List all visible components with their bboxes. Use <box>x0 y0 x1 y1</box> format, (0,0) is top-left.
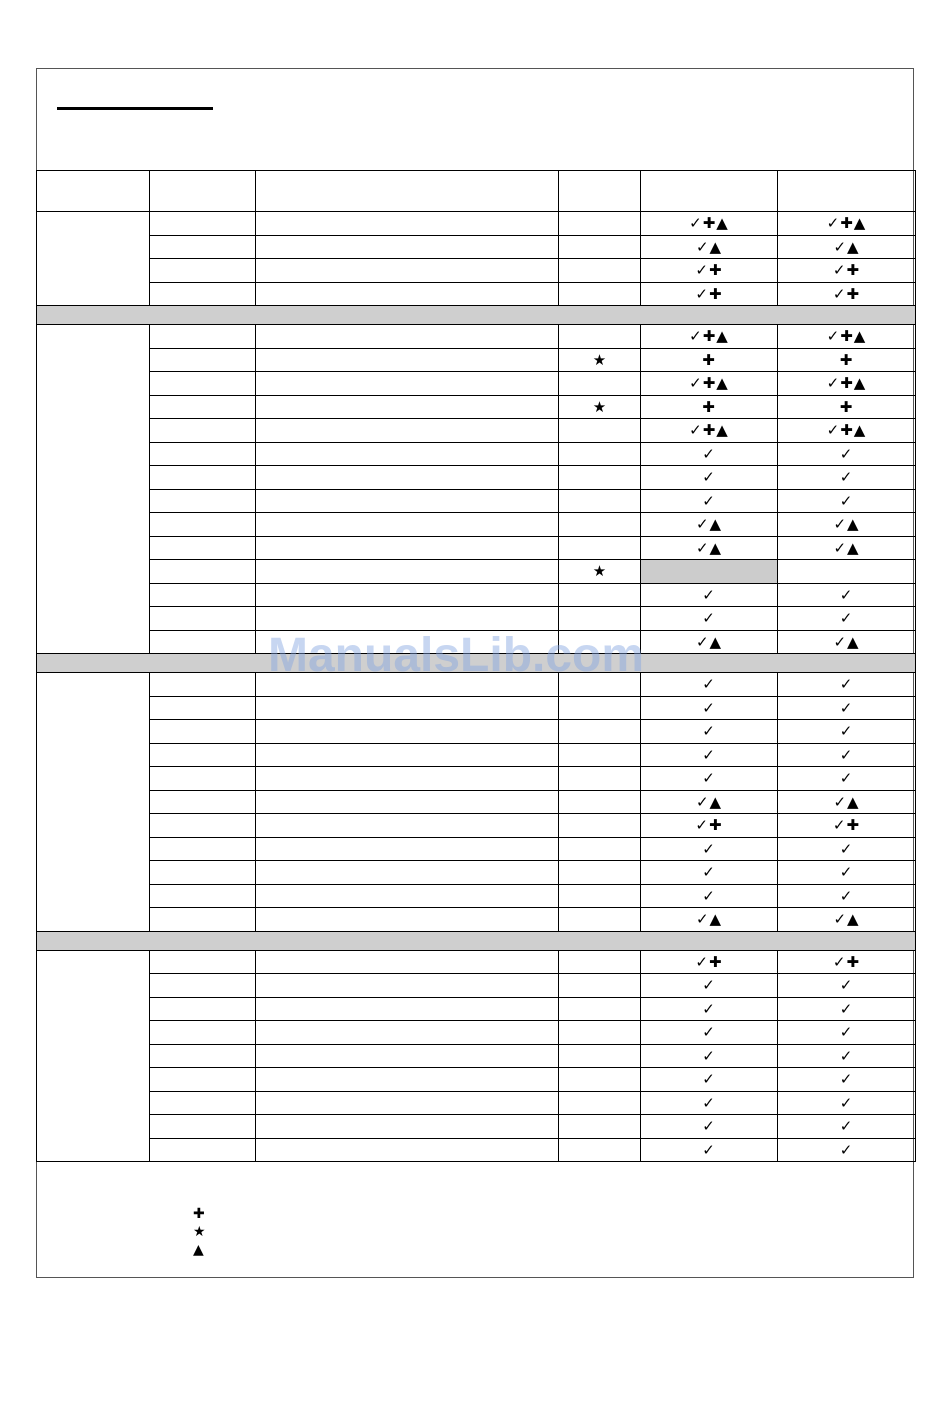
model-a-cell: ✓ <box>641 837 778 861</box>
model-b-cell: ✓ <box>778 1138 916 1162</box>
description-cell <box>256 696 559 720</box>
description-cell <box>256 673 559 697</box>
model-a-cell: ✓ <box>641 1091 778 1115</box>
header-cell <box>150 171 256 212</box>
section-separator <box>37 931 916 950</box>
item-cell <box>150 560 256 584</box>
table-row <box>37 212 916 236</box>
table-row <box>37 348 916 372</box>
model-b-cell: ✓▲ <box>778 513 916 537</box>
table-row <box>37 536 916 560</box>
item-cell <box>150 696 256 720</box>
star-cell <box>559 419 641 443</box>
star-cell <box>559 720 641 744</box>
item-cell <box>150 513 256 537</box>
table-row <box>37 259 916 283</box>
table-row <box>37 282 916 306</box>
model-a-cell: ✓ <box>641 743 778 767</box>
model-a-cell: ✓ <box>641 884 778 908</box>
item-cell <box>150 1138 256 1162</box>
star-cell <box>559 743 641 767</box>
star-cell <box>559 1138 641 1162</box>
item-cell <box>150 1091 256 1115</box>
model-a-cell: ✓ <box>641 607 778 631</box>
section-separator <box>37 306 916 325</box>
section-separator <box>37 654 916 673</box>
table-row <box>37 908 916 932</box>
description-cell <box>256 442 559 466</box>
description-cell <box>256 1021 559 1045</box>
table-row <box>37 1115 916 1139</box>
model-b-cell: ✓ <box>778 673 916 697</box>
table-row <box>37 1091 916 1115</box>
description-cell <box>256 974 559 998</box>
table-row <box>37 583 916 607</box>
item-cell <box>150 974 256 998</box>
table-row <box>37 1021 916 1045</box>
item-cell <box>150 442 256 466</box>
table-row <box>37 513 916 537</box>
star-cell <box>559 1068 641 1092</box>
model-b-cell: ✓ <box>778 1044 916 1068</box>
model-a-cell: ✚ <box>641 348 778 372</box>
model-b-cell: ✓▲ <box>778 536 916 560</box>
model-a-cell: ✓✚▲ <box>641 372 778 396</box>
table-row <box>37 466 916 490</box>
item-cell <box>150 673 256 697</box>
table-row <box>37 997 916 1021</box>
star-cell: ★ <box>559 560 641 584</box>
model-a-cell: ✓▲ <box>641 630 778 654</box>
item-cell <box>150 997 256 1021</box>
star-cell <box>559 1044 641 1068</box>
table-row <box>37 325 916 349</box>
table-row <box>37 884 916 908</box>
item-cell <box>150 1044 256 1068</box>
model-b-cell: ✓ <box>778 1115 916 1139</box>
star-cell <box>559 861 641 885</box>
table-row <box>37 743 916 767</box>
description-cell <box>256 419 559 443</box>
star-cell <box>559 282 641 306</box>
table-row <box>37 673 916 697</box>
table-row <box>37 235 916 259</box>
description-cell <box>256 837 559 861</box>
model-b-cell: ✓ <box>778 1068 916 1092</box>
description-cell <box>256 489 559 513</box>
description-cell <box>256 282 559 306</box>
description-cell <box>256 790 559 814</box>
watermark: ManualsLib.com <box>268 629 645 682</box>
star-cell <box>559 767 641 791</box>
star-cell <box>559 696 641 720</box>
star-cell <box>559 814 641 838</box>
model-a-cell: ✓ <box>641 466 778 490</box>
table-header-row <box>37 171 916 212</box>
group-cell <box>37 673 150 932</box>
table-row <box>37 1068 916 1092</box>
group-cell <box>37 212 150 306</box>
model-a-cell: ✓✚ <box>641 259 778 283</box>
table-row <box>37 950 916 974</box>
table-row <box>37 630 916 654</box>
group-cell <box>37 325 150 654</box>
model-a-cell: ✓ <box>641 720 778 744</box>
model-a-cell: ✓ <box>641 974 778 998</box>
item-cell <box>150 630 256 654</box>
model-a-cell: ✓ <box>641 1138 778 1162</box>
item-cell <box>150 743 256 767</box>
model-b-cell: ✓ <box>778 583 916 607</box>
model-a-cell: ✓▲ <box>641 536 778 560</box>
star-cell <box>559 950 641 974</box>
model-a-cell: ✓ <box>641 696 778 720</box>
title-underline <box>57 107 213 110</box>
model-b-cell: ✓ <box>778 489 916 513</box>
description-cell <box>256 212 559 236</box>
item-cell <box>150 790 256 814</box>
legend-plus-icon: ✚ <box>193 1206 205 1222</box>
description-cell <box>256 814 559 838</box>
model-b-cell: ✚ <box>778 348 916 372</box>
description-cell <box>256 536 559 560</box>
description-cell <box>256 395 559 419</box>
model-b-cell: ✓ <box>778 720 916 744</box>
description-cell <box>256 720 559 744</box>
description-cell <box>256 348 559 372</box>
model-b-cell: ✓✚▲ <box>778 212 916 236</box>
model-a-cell: ✓▲ <box>641 790 778 814</box>
item-cell <box>150 814 256 838</box>
description-cell <box>256 767 559 791</box>
star-cell <box>559 235 641 259</box>
model-a-cell: ✓✚▲ <box>641 325 778 349</box>
model-b-cell: ✓ <box>778 607 916 631</box>
model-a-cell: ✓ <box>641 442 778 466</box>
model-a-cell: ✓ <box>641 583 778 607</box>
model-a-cell: ✓✚ <box>641 950 778 974</box>
star-cell: ★ <box>559 348 641 372</box>
star-cell <box>559 974 641 998</box>
star-cell <box>559 442 641 466</box>
model-b-cell: ✓✚ <box>778 950 916 974</box>
description-cell <box>256 630 559 654</box>
star-cell <box>559 837 641 861</box>
model-b-cell: ✓▲ <box>778 908 916 932</box>
model-a-cell: ✓ <box>641 767 778 791</box>
separator-cell <box>37 931 916 950</box>
star-cell <box>559 212 641 236</box>
star-cell <box>559 1115 641 1139</box>
star-cell <box>559 790 641 814</box>
model-b-cell: ✓ <box>778 466 916 490</box>
model-a-cell: ✓ <box>641 1115 778 1139</box>
table-row <box>37 419 916 443</box>
legend-triangle-icon: ▲ <box>193 1242 204 1258</box>
legend-star-icon: ★ <box>193 1224 206 1240</box>
model-b-cell: ✓✚ <box>778 282 916 306</box>
model-a-cell: ✓✚▲ <box>641 212 778 236</box>
star-cell <box>559 630 641 654</box>
table-row <box>37 767 916 791</box>
model-a-cell <box>641 560 778 584</box>
table-row <box>37 607 916 631</box>
table-row <box>37 442 916 466</box>
item-cell <box>150 950 256 974</box>
star-cell <box>559 1021 641 1045</box>
model-a-cell: ✓ <box>641 489 778 513</box>
model-a-cell: ✓ <box>641 673 778 697</box>
model-b-cell: ✓ <box>778 696 916 720</box>
description-cell <box>256 1068 559 1092</box>
model-b-cell: ✓ <box>778 837 916 861</box>
star-cell <box>559 583 641 607</box>
separator-cell <box>37 306 916 325</box>
description-cell <box>256 997 559 1021</box>
model-b-cell: ✓▲ <box>778 630 916 654</box>
model-b-cell: ✓ <box>778 1091 916 1115</box>
model-b-cell: ✓ <box>778 974 916 998</box>
item-cell <box>150 1068 256 1092</box>
description-cell <box>256 372 559 396</box>
model-a-cell: ✓✚ <box>641 282 778 306</box>
header-cell <box>641 171 778 212</box>
model-b-cell: ✓ <box>778 884 916 908</box>
model-a-cell: ✓▲ <box>641 235 778 259</box>
description-cell <box>256 1115 559 1139</box>
model-b-cell: ✓✚ <box>778 814 916 838</box>
symbol-legend <box>193 1205 206 1259</box>
item-cell <box>150 466 256 490</box>
model-b-cell <box>778 560 916 584</box>
model-a-cell: ✓✚ <box>641 814 778 838</box>
star-cell <box>559 325 641 349</box>
model-b-cell: ✓▲ <box>778 790 916 814</box>
model-b-cell: ✓✚▲ <box>778 419 916 443</box>
model-b-cell: ✚ <box>778 395 916 419</box>
star-cell <box>559 259 641 283</box>
item-cell <box>150 1021 256 1045</box>
model-b-cell: ✓ <box>778 997 916 1021</box>
description-cell <box>256 235 559 259</box>
separator-cell <box>37 654 916 673</box>
header-cell <box>559 171 641 212</box>
item-cell <box>150 583 256 607</box>
table-row <box>37 720 916 744</box>
description-cell <box>256 259 559 283</box>
star-cell <box>559 607 641 631</box>
item-cell <box>150 235 256 259</box>
star-cell <box>559 372 641 396</box>
header-cell <box>778 171 916 212</box>
item-cell <box>150 259 256 283</box>
item-cell <box>150 861 256 885</box>
item-cell <box>150 1115 256 1139</box>
group-cell <box>37 950 150 1162</box>
item-cell <box>150 212 256 236</box>
header-cell <box>256 171 559 212</box>
description-cell <box>256 950 559 974</box>
item-cell <box>150 908 256 932</box>
star-cell <box>559 1091 641 1115</box>
description-cell <box>256 513 559 537</box>
description-cell <box>256 908 559 932</box>
item-cell <box>150 536 256 560</box>
item-cell <box>150 720 256 744</box>
model-a-cell: ✓▲ <box>641 513 778 537</box>
description-cell <box>256 325 559 349</box>
item-cell <box>150 884 256 908</box>
description-cell <box>256 884 559 908</box>
table-row <box>37 489 916 513</box>
item-cell <box>150 282 256 306</box>
description-cell <box>256 560 559 584</box>
star-cell: ★ <box>559 395 641 419</box>
table-row <box>37 1138 916 1162</box>
description-cell <box>256 583 559 607</box>
item-cell <box>150 489 256 513</box>
item-cell <box>150 325 256 349</box>
header-cell <box>37 171 150 212</box>
star-cell <box>559 513 641 537</box>
item-cell <box>150 419 256 443</box>
table-row <box>37 372 916 396</box>
item-cell <box>150 395 256 419</box>
model-a-cell: ✚ <box>641 395 778 419</box>
model-b-cell: ✓✚▲ <box>778 372 916 396</box>
table-row <box>37 560 916 584</box>
star-cell <box>559 489 641 513</box>
table-row <box>37 1044 916 1068</box>
model-b-cell: ✓ <box>778 767 916 791</box>
description-cell <box>256 466 559 490</box>
table-row <box>37 861 916 885</box>
model-a-cell: ✓ <box>641 861 778 885</box>
description-cell <box>256 1044 559 1068</box>
model-a-cell: ✓✚▲ <box>641 419 778 443</box>
table-row <box>37 790 916 814</box>
star-cell <box>559 673 641 697</box>
model-a-cell: ✓ <box>641 997 778 1021</box>
item-cell <box>150 837 256 861</box>
model-b-cell: ✓ <box>778 1021 916 1045</box>
table-row <box>37 395 916 419</box>
description-cell <box>256 861 559 885</box>
star-cell <box>559 536 641 560</box>
star-cell <box>559 466 641 490</box>
description-cell <box>256 1138 559 1162</box>
item-cell <box>150 372 256 396</box>
table-row <box>37 974 916 998</box>
model-b-cell: ✓✚ <box>778 259 916 283</box>
model-a-cell: ✓▲ <box>641 908 778 932</box>
star-cell <box>559 908 641 932</box>
model-a-cell: ✓ <box>641 1044 778 1068</box>
model-a-cell: ✓ <box>641 1021 778 1045</box>
item-cell <box>150 607 256 631</box>
table-row <box>37 696 916 720</box>
feature-table <box>36 170 916 1162</box>
model-a-cell: ✓ <box>641 1068 778 1092</box>
table-row <box>37 837 916 861</box>
description-cell <box>256 1091 559 1115</box>
item-cell <box>150 767 256 791</box>
model-b-cell: ✓ <box>778 861 916 885</box>
table-row <box>37 814 916 838</box>
item-cell <box>150 348 256 372</box>
model-b-cell: ✓✚▲ <box>778 325 916 349</box>
model-b-cell: ✓▲ <box>778 235 916 259</box>
model-b-cell: ✓ <box>778 442 916 466</box>
star-cell <box>559 884 641 908</box>
star-cell <box>559 997 641 1021</box>
description-cell <box>256 607 559 631</box>
model-b-cell: ✓ <box>778 743 916 767</box>
description-cell <box>256 743 559 767</box>
